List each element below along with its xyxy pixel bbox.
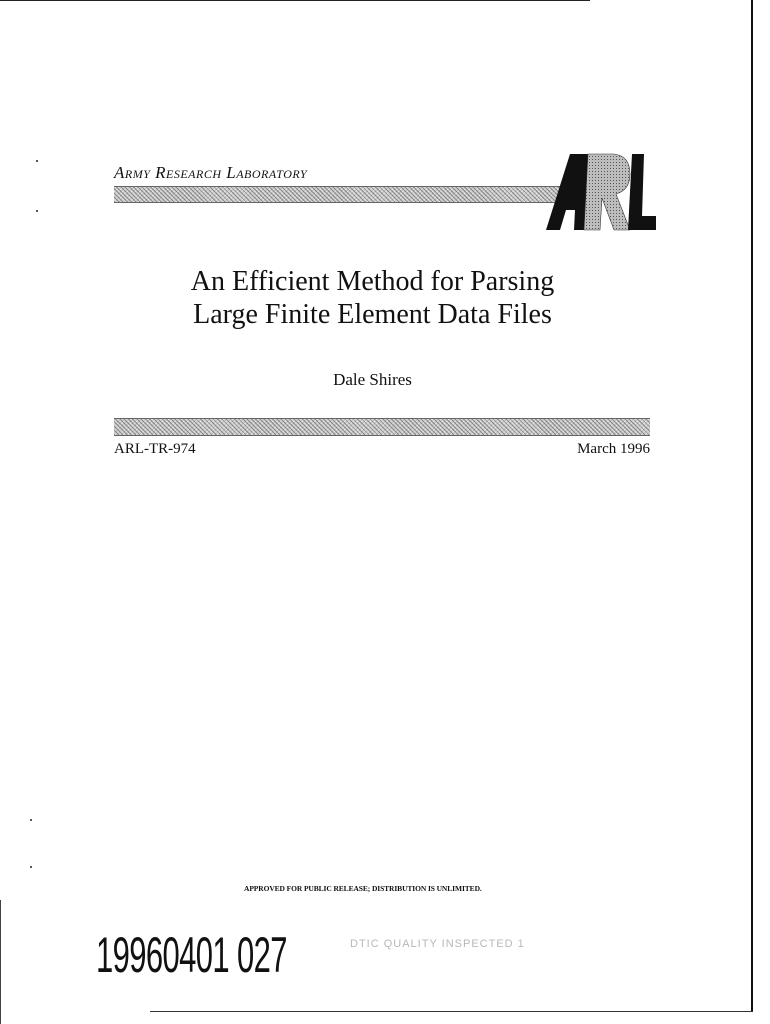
scan-speck bbox=[30, 819, 32, 821]
header-rule-band bbox=[114, 186, 584, 203]
scan-speck bbox=[30, 866, 32, 868]
page-border-right bbox=[751, 0, 753, 1012]
lab-name: Army Research Laboratory bbox=[114, 163, 308, 182]
report-date: March 1996 bbox=[577, 441, 650, 457]
quality-stamp: DTIC QUALITY INSPECTED 1 bbox=[350, 938, 525, 950]
accession-number: 19960401 027 bbox=[96, 927, 287, 983]
scan-speck bbox=[36, 160, 38, 162]
logo-letter-l bbox=[628, 154, 656, 230]
report-title bbox=[120, 265, 625, 331]
logo-letter-r bbox=[584, 154, 630, 230]
report-title-line-2: Large Finite Element Data Files bbox=[193, 299, 552, 330]
metadata-rule-band bbox=[114, 418, 650, 436]
report-number: ARL-TR-974 bbox=[114, 441, 196, 457]
page-border-top bbox=[0, 0, 590, 1]
page-border-left bbox=[0, 900, 1, 1024]
arl-logo bbox=[544, 150, 656, 232]
page-border-bottom bbox=[150, 1011, 753, 1012]
release-statement: APPROVED FOR PUBLIC RELEASE; DISTRIBUTION IS UNLIMITED. bbox=[244, 884, 482, 893]
report-title-line-1: An Efficient Method for Parsing bbox=[190, 266, 555, 297]
logo-letter-a bbox=[546, 154, 588, 230]
report-author: Dale Shires bbox=[333, 370, 412, 389]
scan-speck bbox=[36, 210, 38, 212]
